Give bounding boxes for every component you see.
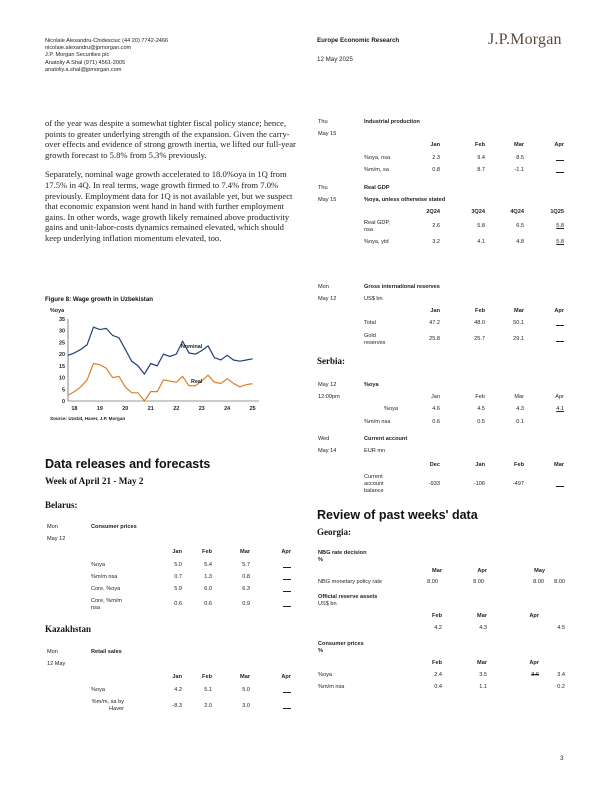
cell: 8.00	[473, 579, 484, 585]
col-header: Apr	[281, 674, 291, 680]
col-header: Feb	[475, 394, 485, 400]
cell: 8.00	[533, 579, 544, 585]
x-tick-label: 18	[71, 406, 78, 412]
country-kazakhstan: Kazakhstan	[45, 624, 92, 634]
release-date: May 12	[318, 296, 337, 302]
x-tick-label: 20	[122, 406, 129, 412]
series-line-nominal	[68, 327, 253, 374]
col-header: 4Q24	[510, 209, 524, 215]
cell: 0.2	[557, 684, 565, 690]
x-tick-label: 24	[224, 406, 231, 412]
series-label-nominal: Nominal	[181, 344, 203, 350]
cell: 3.0	[242, 703, 250, 709]
col-header: Mar	[514, 308, 524, 314]
cell-forecast: 5.8	[556, 239, 564, 245]
author-block	[45, 38, 168, 74]
series-line-real	[68, 364, 253, 401]
release-indicator: %oya	[364, 382, 379, 388]
cell: 0.1	[516, 419, 524, 425]
cell: 50.1	[513, 320, 524, 326]
cell: 8.5	[516, 155, 524, 161]
cell: 3.4	[557, 672, 565, 678]
y-tick-label: 0	[62, 399, 65, 405]
row-label: Current account balance	[364, 474, 384, 494]
release-day: Thu	[318, 185, 328, 191]
forecast-blank	[283, 692, 291, 693]
col-header: Mar	[514, 142, 524, 148]
author-line[interactable]: anatoliy.a.shal@jpmorgan.com	[45, 66, 122, 73]
col-header: Mar	[514, 394, 524, 400]
release-indicator: Retail sales	[91, 649, 122, 655]
row-label: Total	[364, 320, 376, 326]
cell: 29.1	[513, 336, 524, 342]
row-label: %oya	[318, 672, 332, 678]
section-title: Data releases and forecasts	[45, 457, 211, 471]
y-tick-label: 15	[59, 363, 65, 370]
cell: 4.3	[479, 625, 487, 631]
cell: 0.4	[434, 684, 442, 690]
col-header: Apr	[477, 568, 487, 574]
cell: 0.6	[204, 601, 212, 607]
cell: 2.0	[204, 703, 212, 709]
row-label: Real GDP, nsa	[364, 220, 391, 233]
col-header: Mar	[432, 568, 442, 574]
jpmorgan-logo: J.P.Morgan	[488, 31, 562, 48]
body-text	[45, 118, 297, 253]
col-header: Mar	[554, 462, 564, 468]
cell: 8.00	[554, 579, 565, 585]
col-header: Apr	[281, 549, 291, 555]
cell: 4.3	[516, 406, 524, 412]
author-line: Nicolaie Alexandru-Chidesciuc (44 20) 7742-2466	[45, 38, 169, 44]
cell: 4.6	[432, 406, 440, 412]
x-tick-label: 25	[249, 406, 256, 412]
cell: 2.4	[434, 672, 442, 678]
chart-title: Figure 8: Wage growth in Uzbekistan	[45, 296, 154, 303]
col-header: Mar	[240, 674, 250, 680]
cell: 5.4	[204, 562, 212, 568]
row-label: %oya, ytd	[364, 239, 389, 245]
chart-source: Source: Uzstat, Haver, J.P. Morgan	[50, 416, 126, 421]
paragraph: of the year was despite a somewhat tighter fiscal policy stance; hence, points to greater underlying strength of the expansion. Given the carry-over effects and evidence of strong growth inertia, we lifted our full-year growth forecast to 5.8% from 5.3% previously.	[45, 118, 296, 160]
release-day: Thu	[318, 119, 328, 125]
col-header: Feb	[202, 549, 212, 555]
col-header: Dec	[429, 462, 440, 468]
cell: 2.6	[432, 223, 440, 229]
release-day: Mon	[47, 524, 58, 530]
paragraph: Separately, nominal wage growth accelerated to 18.0%oya in 1Q from 17.5% in 4Q. In real terms, wage growth firmed to 7.4% from 7.0% previously. Employment data for 1Q is not available yet, but we suspect that economic expansion went hand in hand with further employment gains. In other words, wage growth likely remained above productivity gains and unit-labor-costs dynamics remained elevated, which should keep underlying inflation momentum elevated, too.	[45, 169, 293, 243]
y-tick-label: 30	[59, 328, 65, 335]
cell: 47.2	[429, 320, 440, 326]
forecast-blank	[556, 341, 564, 342]
y-tick-label: 35	[59, 317, 65, 323]
row-label: %m/m, sa by Haver	[91, 699, 124, 712]
cell: 5.9	[174, 586, 182, 592]
cell: 4.2	[174, 687, 182, 693]
release-date: May 12	[47, 536, 66, 542]
col-header: Feb	[432, 613, 442, 619]
row-label: %oya	[384, 406, 398, 412]
x-tick-label: 22	[173, 406, 180, 412]
cell: 4.1	[477, 239, 485, 245]
col-header: Apr	[554, 308, 564, 314]
release-unit: %oya, unless otherwise stated	[364, 197, 446, 203]
week-label: Week of April 21 - May 2	[45, 476, 144, 486]
release-unit: US$ bn	[364, 296, 383, 302]
col-header: Jan	[172, 674, 182, 680]
cell: 0.6	[174, 601, 182, 607]
cell: 48.0	[474, 320, 485, 326]
publication-name: Europe Economic Research	[317, 37, 400, 44]
release-indicator: Current account	[364, 436, 408, 442]
col-header: Apr	[554, 142, 564, 148]
cell-forecast: 4.1	[556, 406, 564, 412]
forecast-blank	[556, 172, 564, 173]
cell: 9.4	[477, 155, 485, 161]
cell: 0.8	[432, 167, 440, 173]
author-line: J.P. Morgan Securities plc	[45, 52, 110, 59]
cell: 4.5	[477, 406, 485, 412]
release-date: May 15	[318, 197, 337, 203]
x-tick-label: 19	[96, 406, 103, 412]
cell: 0.5	[477, 419, 485, 425]
cell: 2.3	[432, 155, 440, 161]
col-header: Jan	[430, 394, 440, 400]
x-tick-label: 21	[147, 406, 154, 412]
y-axis-label: %oya	[50, 308, 65, 314]
col-header: Apr	[555, 394, 564, 400]
release-date: May 15	[318, 131, 337, 137]
col-header: Mar	[240, 549, 250, 555]
col-header: Feb	[514, 462, 524, 468]
row-label: Core, %oya	[91, 586, 121, 592]
col-header: Jan	[430, 142, 440, 148]
release-date: May 14	[318, 448, 337, 454]
release-date: May 12	[318, 382, 337, 388]
review-indicator: Consumer prices	[318, 641, 364, 647]
row-label: %oya, nsa	[364, 155, 391, 161]
country-georgia: Georgia:	[317, 527, 351, 537]
cell: 6.0	[204, 586, 212, 592]
cell-forecast: 5.8	[556, 223, 564, 229]
x-tick-label: 23	[198, 406, 205, 412]
cell: 4.8	[516, 239, 524, 245]
col-header: Apr	[529, 613, 539, 619]
cell: 3.2	[432, 239, 440, 245]
cell: 0.9	[242, 601, 250, 607]
cell: -497	[512, 481, 524, 487]
release-day: Wed	[318, 436, 330, 442]
cell: 8.7	[477, 167, 485, 173]
cell: 4.2	[434, 625, 442, 631]
row-label: %m/m nsa	[318, 684, 345, 690]
cell: 3.5	[479, 672, 487, 678]
review-unit: %	[318, 557, 323, 563]
release-day: Mon	[318, 284, 329, 290]
row-label: %oya	[91, 562, 105, 568]
forecast-blank	[283, 591, 291, 592]
cell: 0.8	[242, 574, 250, 580]
cell: 8.00	[427, 579, 438, 585]
cell: 0.7	[174, 574, 182, 580]
release-unit: EUR mn	[364, 448, 386, 454]
forecast-blank	[283, 579, 291, 580]
cell: -1.1	[514, 167, 524, 173]
cell: -106	[473, 481, 485, 487]
cell: 4.5	[557, 625, 565, 631]
y-tick-label: 25	[59, 340, 65, 347]
y-tick-label: 10	[59, 375, 65, 382]
forecast-blank	[283, 567, 291, 568]
col-header: Feb	[475, 308, 485, 314]
section-title: Review of past weeks' data	[317, 508, 478, 522]
cell: -8.3	[172, 703, 182, 709]
cell: 6.5	[516, 223, 524, 229]
series-label-real: Real	[191, 379, 203, 385]
forecast-blank	[283, 708, 291, 709]
cell: 0.6	[432, 419, 440, 425]
row-label: %oya	[91, 687, 105, 693]
col-header: May	[534, 568, 545, 574]
cell: 5.8	[477, 223, 485, 229]
cell: 25.8	[429, 336, 440, 342]
review-indicator: Official reserve assets	[318, 594, 378, 600]
author-line[interactable]: nicolaie.alexandru@jpmorgan.com	[45, 45, 132, 52]
country-belarus: Belarus:	[45, 500, 78, 510]
cell: 1.3	[204, 574, 212, 580]
release-date: 12 May	[47, 661, 66, 667]
publication-date: 12 May 2025	[317, 56, 353, 63]
cell-revised: 3.6	[531, 672, 539, 678]
forecast-blank	[556, 160, 564, 161]
col-header: 1Q25	[550, 209, 564, 215]
col-header: Feb	[202, 674, 212, 680]
col-header: Feb	[475, 142, 485, 148]
cell: 1.1	[479, 684, 487, 690]
author-line: Anatoliy A Shal (971) 4561-2005	[45, 59, 126, 66]
wage-growth-chart	[45, 305, 275, 427]
review-unit: US$ bn	[318, 601, 337, 607]
row-label: NBG monetary policy rate	[318, 579, 383, 585]
cell: 5.1	[204, 687, 212, 693]
page-number: 3	[560, 755, 564, 762]
col-header: Jan	[430, 308, 440, 314]
row-label: %m/m nsa	[91, 574, 118, 580]
cell: 5.0	[242, 687, 250, 693]
col-header: Mar	[477, 660, 487, 666]
release-time: 12:00pm	[318, 394, 340, 400]
cell: 25.7	[474, 336, 485, 342]
cell: -933	[428, 481, 440, 487]
row-label: %m/m, sa	[364, 167, 389, 173]
release-indicator: Consumer prices	[91, 524, 137, 530]
col-header: Mar	[477, 613, 487, 619]
release-day: Mon	[47, 649, 58, 655]
forecast-blank	[556, 486, 564, 487]
col-header: Feb	[432, 660, 442, 666]
release-indicator: Gross international reserves	[364, 284, 440, 290]
y-tick-label: 20	[59, 352, 65, 359]
forecast-blank	[556, 325, 564, 326]
forecast-blank	[283, 606, 291, 607]
release-indicator: Real GDP	[364, 185, 390, 191]
col-header: 2Q24	[426, 209, 440, 215]
release-indicator: Industrial production	[364, 119, 420, 125]
y-tick-label: 5	[62, 387, 65, 394]
review-indicator: NBG rate decision	[318, 550, 367, 556]
row-label: %m/m nsa	[364, 419, 391, 425]
cell: 5.0	[174, 562, 182, 568]
col-header: 3Q24	[471, 209, 485, 215]
col-header: Jan	[475, 462, 485, 468]
cell: 6.3	[242, 586, 250, 592]
col-header: Jan	[172, 549, 182, 555]
col-header: Apr	[529, 660, 539, 666]
country-serbia: Serbia:	[317, 356, 345, 366]
row-label: Core, %m/m nsa	[91, 598, 123, 611]
row-label: Gold reserves	[364, 333, 386, 346]
review-unit: %	[318, 648, 323, 654]
cell: 5.7	[242, 562, 250, 568]
